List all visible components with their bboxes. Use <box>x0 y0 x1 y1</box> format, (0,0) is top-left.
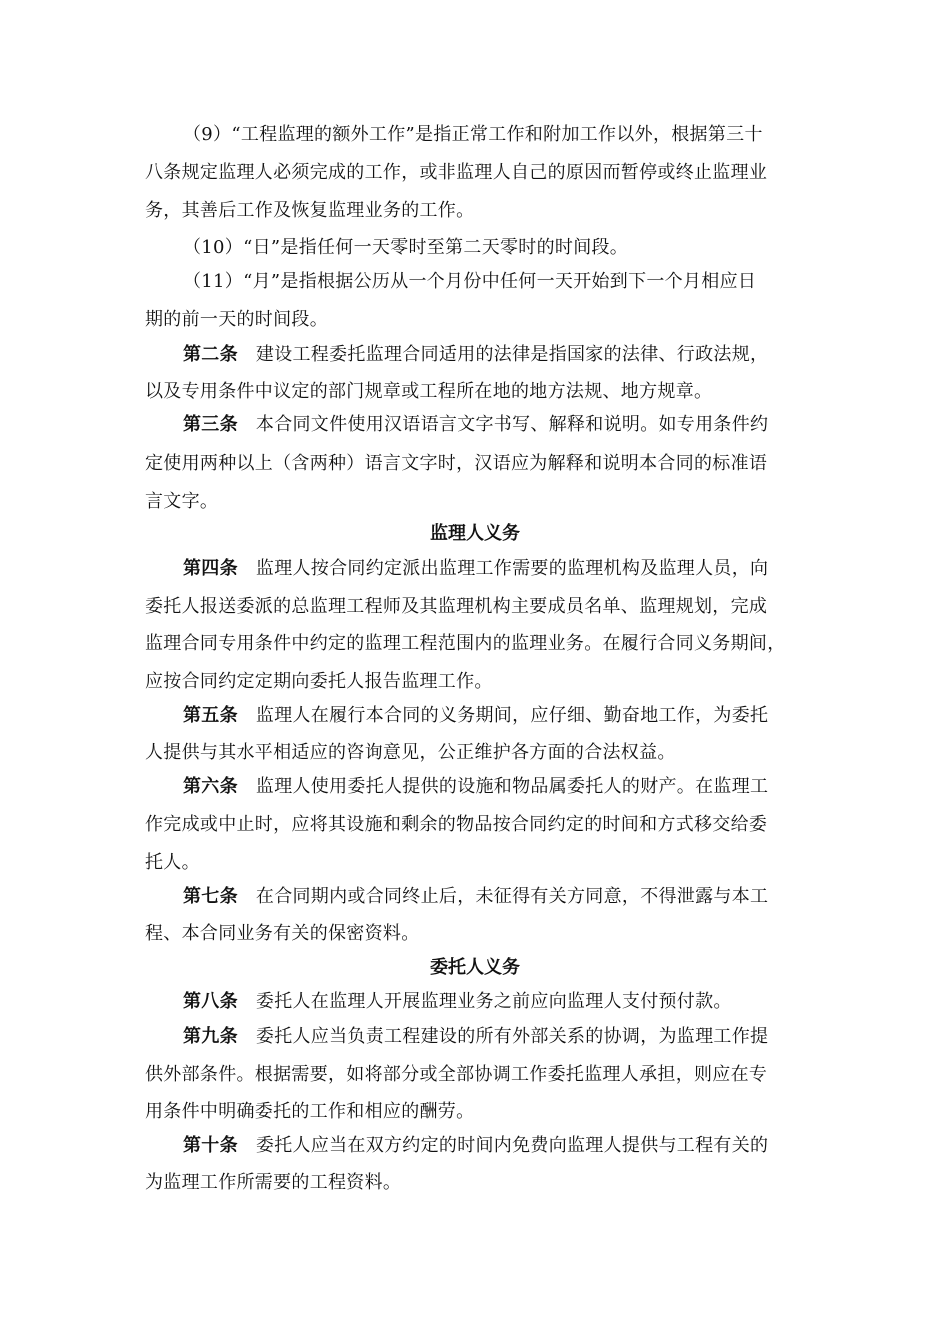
text-line: 人提供与其水平相适应的咨询意见，公正维护各方面的合法权益。 <box>145 742 676 763</box>
article-number: 第六条 <box>183 776 238 797</box>
article-number: 第七条 <box>183 886 238 907</box>
article-number: 第五条 <box>183 705 238 726</box>
text-line: 作完成或中止时，应将其设施和剩余的物品按合同约定的时间和方式移交给委 <box>145 814 768 835</box>
article-number: 第八条 <box>183 991 238 1012</box>
article-text: 在合同期内或合同终止后，未征得有关方同意，不得泄露与本工 <box>255 886 769 907</box>
text-line: 供外部条件。根据需要，如将部分或全部协调工作委托监理人承担，则应在专 <box>145 1064 768 1085</box>
article-2 <box>183 344 768 366</box>
text-line: 为监理工作所需要的工程资料。 <box>145 1172 402 1193</box>
article-9 <box>183 1026 768 1048</box>
text-line: 定使用两种以上（含两种）语言文字时，汉语应为解释和说明本合同的标准语 <box>145 453 768 474</box>
text-line: （9）“工程监理的额外工作”是指正常工作和附加工作以外，根据第三十 <box>183 124 763 145</box>
article-text: 委托人在监理人开展监理业务之前应向监理人支付预付款。 <box>255 991 732 1012</box>
article-number: 第四条 <box>183 558 238 579</box>
article-text: 监理人在履行本合同的义务期间，应仔细、勤奋地工作，为委托 <box>255 705 769 726</box>
section-heading: 委托人义务 <box>430 957 520 978</box>
article-7 <box>183 886 768 908</box>
text-line: 八条规定监理人必须完成的工作，或非监理人自己的原因而暂停或终止监理业 <box>145 162 768 183</box>
article-text: 监理人按合同约定派出监理工作需要的监理机构及监理人员，向 <box>255 558 769 579</box>
article-6 <box>183 776 768 798</box>
article-4 <box>183 558 768 580</box>
article-text: 委托人应当负责工程建设的所有外部关系的协调，为监理工作提 <box>255 1026 769 1047</box>
text-line: 委托人报送委派的总监理工程师及其监理机构主要成员名单、监理规划，完成 <box>145 596 768 617</box>
text-line: 用条件中明确委托的工作和相应的酬劳。 <box>145 1101 475 1122</box>
article-10 <box>183 1135 768 1157</box>
article-number: 第十条 <box>183 1135 238 1156</box>
article-text: 监理人使用委托人提供的设施和物品属委托人的财产。在监理工 <box>255 776 769 797</box>
text-line: 言文字。 <box>145 491 219 512</box>
article-text: 本合同文件使用汉语语言文字书写、解释和说明。如专用条件约 <box>255 414 769 435</box>
text-line: 以及专用条件中议定的部门规章或工程所在地的地方法规、地方规章。 <box>145 381 713 402</box>
text-line: （10）“日”是指任何一天零时至第二天零时的时间段。 <box>183 237 629 258</box>
text-line: 程、本合同业务有关的保密资料。 <box>145 923 420 944</box>
text-line: 应按合同约定定期向委托人报告监理工作。 <box>145 671 493 692</box>
article-text: 建设工程委托监理合同适用的法律是指国家的法律、行政法规， <box>255 344 769 365</box>
section-heading: 监理人义务 <box>430 523 520 544</box>
text-line: 托人。 <box>145 852 200 873</box>
article-number: 第二条 <box>183 344 238 365</box>
article-5 <box>183 705 768 727</box>
text-line: （11）“月”是指根据公历从一个月份中任何一天开始到下一个月相应日 <box>183 271 757 292</box>
text-line: 监理合同专用条件中约定的监理工程范围内的监理业务。在履行合同义务期间， <box>145 633 786 654</box>
text-line: 期的前一天的时间段。 <box>145 309 328 330</box>
article-text: 委托人应当在双方约定的时间内免费向监理人提供与工程有关的 <box>255 1135 769 1156</box>
article-number: 第三条 <box>183 414 238 435</box>
text-line: 务，其善后工作及恢复监理业务的工作。 <box>145 200 475 221</box>
article-8 <box>183 991 732 1013</box>
article-3 <box>183 414 768 436</box>
article-number: 第九条 <box>183 1026 238 1047</box>
